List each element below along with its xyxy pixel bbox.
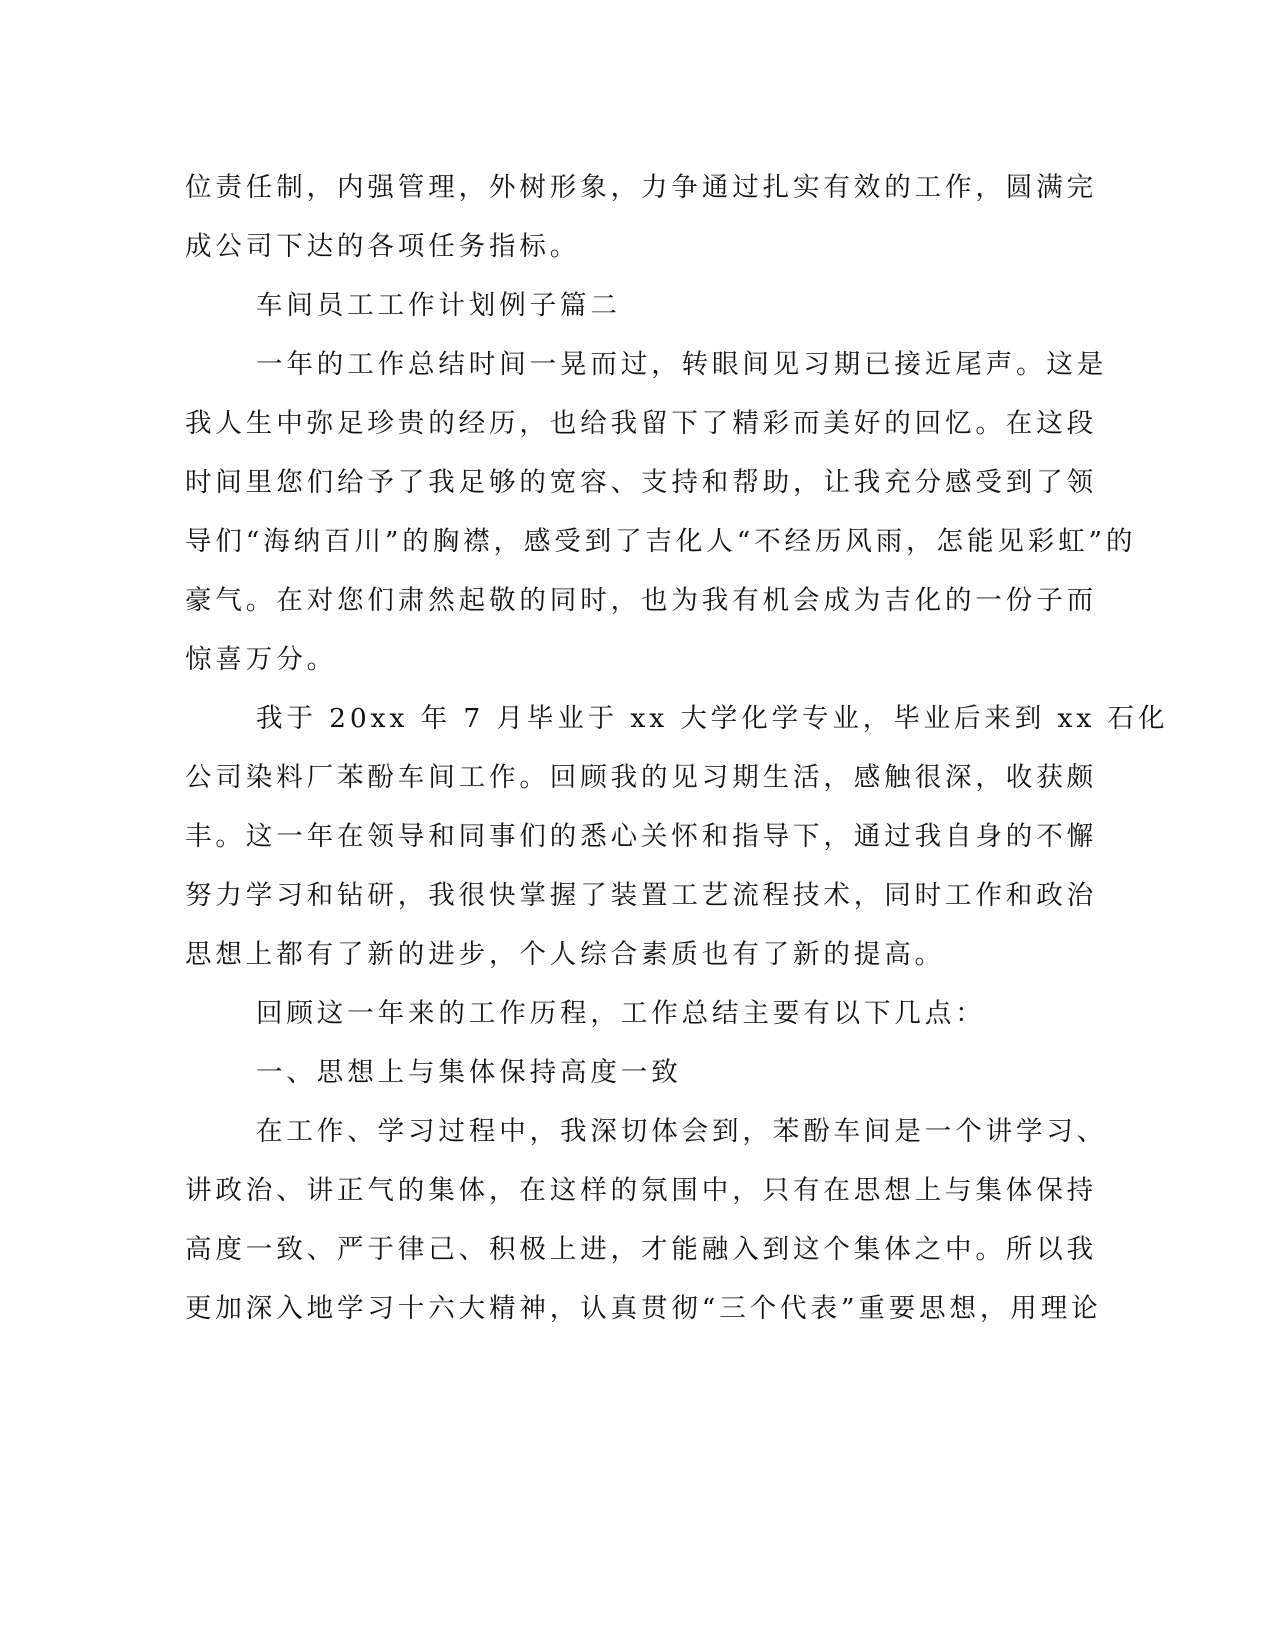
text-line: 思想上都有了新的进步，个人综合素质也有了新的提高。: [185, 939, 945, 970]
text-line: 讲政治、讲正气的集体，在这样的氛围中，只有在思想上与集体保持: [185, 1175, 1097, 1206]
text-line: 高度一致、严于律己、积极上进，才能融入到这个集体之中。所以我: [185, 1234, 1097, 1265]
text-line: 豪气。在对您们肃然起敬的同时，也为我有机会成为吉化的一份子而: [185, 585, 1097, 616]
text-line: 惊喜万分。: [185, 644, 337, 675]
subsection-heading: 一、思想上与集体保持高度一致: [256, 1057, 682, 1088]
text-line: 成公司下达的各项任务指标。: [185, 231, 581, 262]
text-line: 回顾这一年来的工作历程，工作总结主要有以下几点：: [256, 998, 986, 1029]
text-line: 我人生中弥足珍贵的经历，也给我留下了精彩而美好的回忆。在这段: [185, 408, 1097, 439]
text-line: 丰。这一年在领导和同事们的悉心关怀和指导下，通过我自身的不懈: [185, 821, 1097, 852]
section-heading: 车间员工工作计划例子篇二: [256, 290, 621, 321]
text-line: 一年的工作总结时间一晃而过，转眼间见习期已接近尾声。这是: [256, 349, 1108, 380]
text-line: 努力学习和钻研，我很快掌握了装置工艺流程技术，同时工作和政治: [185, 880, 1097, 911]
text-line: 我于 20xx 年 7 月毕业于 xx 大学化学专业，毕业后来到 xx 石化: [256, 703, 1169, 734]
text-line: 位责任制，内强管理，外树形象，力争通过扎实有效的工作，圆满完: [185, 172, 1097, 203]
text-line: 导们“海纳百川”的胸襟，感受到了吉化人“不经历风雨，怎能见彩虹”的: [185, 526, 1137, 557]
text-line: 公司染料厂苯酚车间工作。回顾我的见习期生活，感触很深，收获颇: [185, 762, 1097, 793]
document-body: [185, 158, 1169, 1338]
text-line: 在工作、学习过程中，我深切体会到，苯酚车间是一个讲学习、: [256, 1116, 1108, 1147]
text-line: 时间里您们给予了我足够的宽容、支持和帮助，让我充分感受到了领: [185, 467, 1097, 498]
text-line: 更加深入地学习十六大精神，认真贯彻“三个代表”重要思想，用理论: [185, 1293, 1102, 1324]
